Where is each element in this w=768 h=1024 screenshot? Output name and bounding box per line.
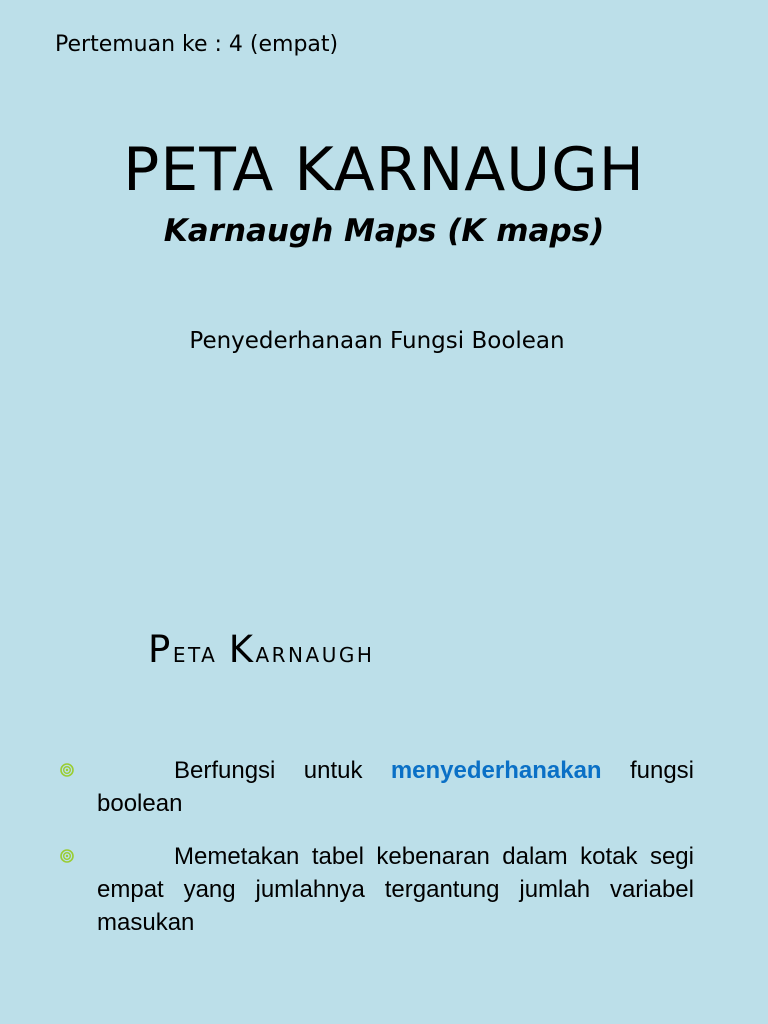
section-heading <box>148 628 374 675</box>
bullet-item-2 <box>97 840 694 939</box>
heading-initial-2: K <box>228 628 256 671</box>
concentric-circle-icon <box>60 763 74 777</box>
bullet-1-text-after: fungsi boolean <box>97 757 694 817</box>
bullet-1-text-before: Berfungsi untuk <box>174 757 363 784</box>
slide-subtitle: Karnaugh Maps (K maps) <box>163 213 605 249</box>
bullet-2-text: Memetakan tabel kebenaran dalam kotak segi empat yang jumlahnya tergantung jumlah variabel masukan <box>97 843 694 936</box>
heading-rest-1: eta <box>172 636 218 669</box>
heading-rest-2: arnaugh <box>255 636 375 669</box>
bullet-item-1 <box>97 754 694 820</box>
concentric-circle-icon <box>60 849 74 863</box>
meeting-label: Pertemuan ke : 4 (empat) <box>55 32 339 57</box>
slide-topic: Penyederhanaan Fungsi Boolean <box>189 328 565 354</box>
bullet-1-highlight: menyederhanakan <box>390 757 602 784</box>
slide-title: PETA KARNAUGH <box>123 135 645 205</box>
heading-initial-1: P <box>148 628 173 671</box>
